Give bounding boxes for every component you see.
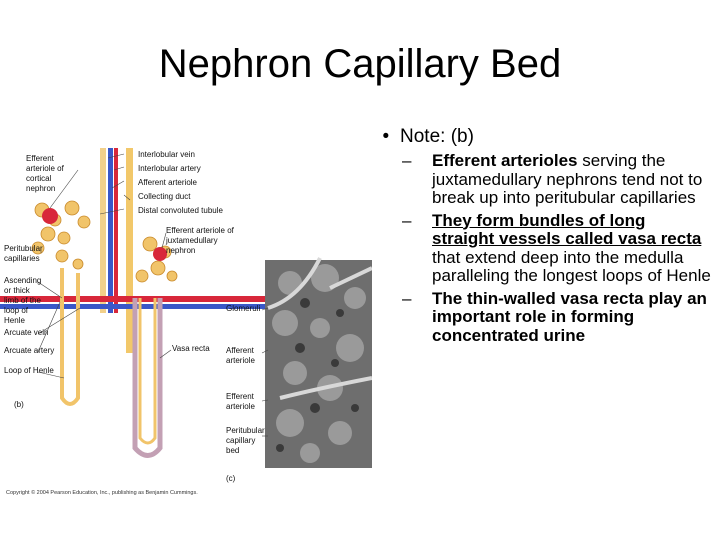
label-arcuate-artery: Arcuate artery xyxy=(4,346,55,355)
label-afferent-c: Afferent arteriole xyxy=(226,346,255,365)
sub-item-2-text: that extend deep into the medulla paralleling the longest loops of Henle xyxy=(432,247,711,285)
dash-marker: – xyxy=(402,288,412,308)
label-interlobular-artery: Interlobular artery xyxy=(138,164,201,173)
sub-item-1-text: serving the juxtamedullary nephrons tend not to break up into peritubular capillaries xyxy=(432,151,703,207)
label-panel-b: (b) xyxy=(14,400,24,409)
label-efferent-cortical: Efferent arteriole of cortical nephron xyxy=(26,154,64,193)
dash-marker: – xyxy=(402,210,412,230)
label-loop-of-henle: Loop of Henle xyxy=(4,366,54,375)
sub-item-3-bold: The thin-walled vasa recta play an important role in forming concentrated urine xyxy=(432,288,707,345)
label-peritubular-bed: Peritubular capillary bed xyxy=(226,426,265,455)
label-distal-convoluted-tubule: Distal convoluted tubule xyxy=(138,206,223,215)
label-collecting-duct: Collecting duct xyxy=(138,192,191,201)
label-glomeruli: Glomeruli xyxy=(226,304,261,313)
sub-item-3 xyxy=(402,290,712,346)
slide-title: Nephron Capillary Bed xyxy=(158,42,562,86)
label-panel-c: (c) xyxy=(226,474,236,483)
label-ascending-limb: Ascending or thick limb of the loop of Henle xyxy=(4,276,42,325)
sub-item-2 xyxy=(402,212,712,286)
label-efferent-c: Efferent arteriole xyxy=(226,392,255,411)
bullet-marker: • xyxy=(372,126,390,147)
sub-item-1-bold: Efferent arterioles xyxy=(432,151,578,170)
sub-item-1 xyxy=(402,152,712,208)
dash-marker: – xyxy=(402,151,412,170)
nephron-figure xyxy=(0,148,372,500)
copyright-notice: Copyright © 2004 Pearson Education, Inc., publishing as Benjamin Cummings. xyxy=(6,490,198,496)
bullet-note xyxy=(372,126,712,148)
label-efferent-juxtamedullary: Efferent arteriole of juxtamedullary nephron xyxy=(166,226,234,255)
bullet-text: Note: (b) xyxy=(400,126,474,147)
label-peritubular-capillaries: Peritubular capillaries xyxy=(4,244,43,263)
label-afferent-arteriole: Afferent arteriole xyxy=(138,178,197,187)
notes-block xyxy=(372,126,712,345)
label-arcuate-vein: Arcuate vein xyxy=(4,328,49,337)
label-vasa-recta: Vasa recta xyxy=(172,344,210,353)
label-interlobular-vein: Interlobular vein xyxy=(138,150,195,159)
sub-item-2-bold-underline: They form bundles of long straight vessels called vasa recta xyxy=(432,210,702,248)
